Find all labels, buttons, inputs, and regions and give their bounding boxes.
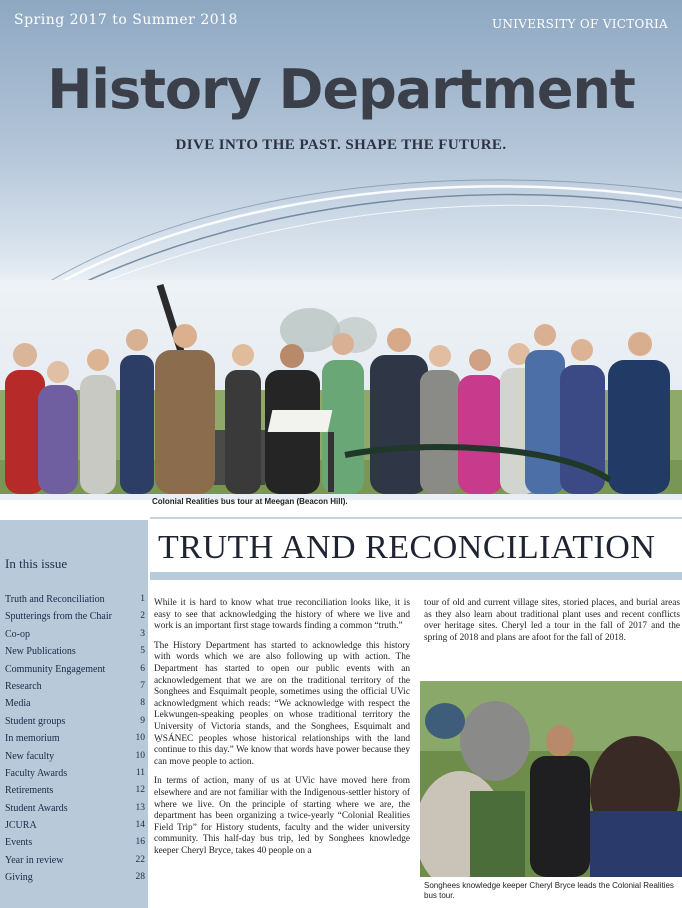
toc-item[interactable]: Co-op 3	[5, 628, 145, 640]
bus-tour-photo	[420, 681, 682, 877]
toc-item[interactable]: Community Engagement 6	[5, 663, 145, 675]
paragraph: In terms of action, many of us at UVic have moved here from elsewhere and are not familiar with the Indigenous-settler history of where we live. On the principle of starting where we are, the department has been organizing a twice-yearly “Colonial Realities Field Trip” for History students, faculty and the wider university community. This half-day bus trip, led by Songhees knowledge keeper Cheryl Bryce, takes 40 people on a	[154, 776, 410, 856]
divider	[150, 572, 682, 580]
photo-caption: Songhees knowledge keeper Cheryl Bryce leads the Colonial Realities bus tour.	[424, 881, 674, 900]
toc-item[interactable]: Student Awards 13	[5, 802, 145, 814]
article-column-2	[424, 598, 680, 652]
paragraph: tour of old and current village sites, storied places, and burial areas as they also learn about traditional plant uses and recent conflicts over heritage sites. Cheryl led a tour in the fall of 2017 and the spring of 2018 and plans are afoot for the fall of 2018.	[424, 598, 680, 643]
toc-item[interactable]: Year in review 22	[5, 854, 145, 866]
toc-heading: In this issue	[5, 556, 68, 571]
toc-list	[5, 594, 145, 890]
toc-item[interactable]: In memorium 10	[5, 733, 145, 745]
article-title: TRUTH AND RECONCILIATION	[158, 529, 656, 566]
divider	[150, 517, 682, 519]
paragraph: The History Department has started to acknowledge this history with words which we are also following up with action. The Department has started to open our public events with an acknowledgement that we are on the traditional territory of the Songhees and Esquimalt people, sometimes using the official UVic acknowledgment which reads: “We acknowledge with respect the Lekwungen-speaking peoples on whose traditional territory the University of Victoria stands, and the Songhees, Esquimalt and W̱SÁNEC peoples whose historical relationships with the land continue to this day.” We know that words have power because they can move people to action.	[154, 640, 410, 767]
article-column-1	[154, 598, 410, 865]
toc-item[interactable]: Media 8	[5, 698, 145, 710]
toc-item[interactable]: Events 16	[5, 837, 145, 849]
issue-date: Spring 2017 to Summer 2018	[14, 12, 238, 28]
toc-item[interactable]: JCURA 14	[5, 820, 145, 832]
photo-caption: Colonial Realities bus tour at Meegan (Beacon Hill).	[152, 497, 348, 506]
toc-item[interactable]: Research 7	[5, 680, 145, 692]
toc-item[interactable]: Retirements 12	[5, 785, 145, 797]
toc-item[interactable]: New Publications 5	[5, 646, 145, 658]
toc-item[interactable]: Sputterings from the Chair 2	[5, 611, 145, 623]
tagline: DIVE INTO THE PAST. SHAPE THE FUTURE.	[175, 137, 507, 153]
toc-item[interactable]: Giving 28	[5, 872, 145, 884]
toc-item[interactable]: Truth and Reconciliation 1	[5, 594, 145, 605]
toc-item[interactable]: Student groups 9	[5, 715, 145, 727]
university-name: UNIVERSITY OF VICTORIA	[492, 17, 668, 31]
toc-item[interactable]: New faculty 10	[5, 750, 145, 762]
group-photo	[0, 280, 682, 494]
table-of-contents	[0, 520, 148, 908]
toc-item[interactable]: Faculty Awards 11	[5, 767, 145, 779]
newsletter-title: History Department	[47, 58, 635, 121]
paragraph: While it is hard to know what true reconciliation looks like, it is easy to see that acknowledging the history of where we live and work is an important first stage towards finding a common “truth.”	[154, 598, 410, 632]
